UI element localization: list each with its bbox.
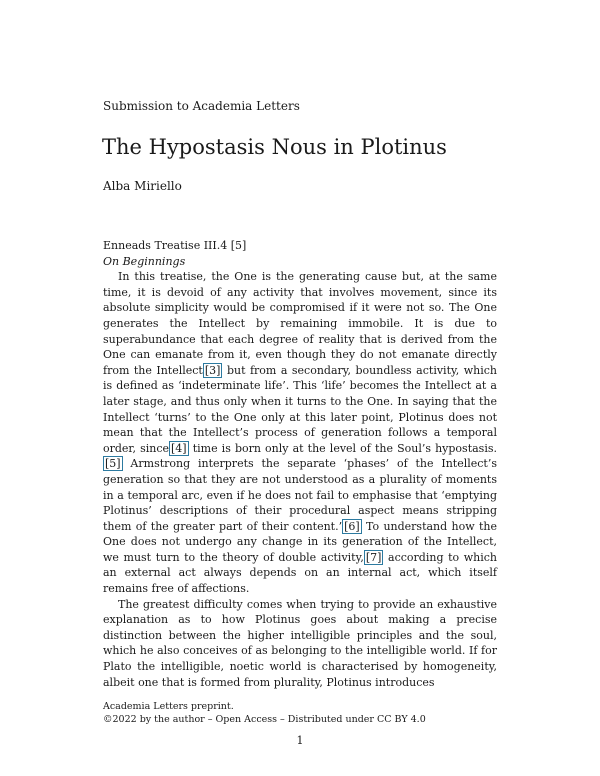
paragraph-1-text-6: according to which an external act always depends on an internal act, which itself remains free of affections. xyxy=(103,550,497,596)
paragraph-1-text-1: In this treatise, the One is the generating cause but, at the same time, it is devoid of any activity that involves movement, since its absolute simplicity would be compromised if it were not so. The One generates the Intellect by remaining immobile. It is due to superabundance that each degree of reality that is derived from the One can emanate from it, even though they do not emanate directly from the Intellect xyxy=(103,270,497,377)
footnote-ref-4[interactable]: [4] xyxy=(171,441,187,455)
page-footer xyxy=(103,700,426,726)
footer-license: ©2022 by the author – Open Access – Distributed under CC BY 4.0 xyxy=(103,714,426,725)
paragraph-1-text-4: Armstrong interprets the separate ‘phases’ of the Intellect’s generation so that they are not understood as a plurality of moments in a temporal arc, even if he does not fail to emphasise that ‘emptying Plotinus’ descriptions of their procedural aspect means stripping them of the greater part of their content.’ xyxy=(103,457,497,533)
paragraph-1 xyxy=(103,269,497,596)
paragraph-1-text-3: time is born only at the level of the Soul’s hypostasis. xyxy=(188,441,497,455)
submission-label: Submission to Academia Letters xyxy=(103,99,300,113)
paragraph-1-text-2: but from a secondary, boundless activity, which is defined as ‘indeterminate life’. This ‘life’ becomes the Intellect at a later stage, and thus only when it turns to the One. In saying that the Intellect ‘turns’ to the One only at this later point, Plotinus does not mean that the Intellect’s process of generation follows a temporal order, since xyxy=(103,363,497,455)
footnote-ref-7[interactable]: [7] xyxy=(365,550,382,564)
page-number: 1 xyxy=(296,734,304,747)
author-name: Alba Miriello xyxy=(103,179,182,193)
paper-body xyxy=(103,238,497,690)
section-heading: Enneads Treatise III.4 [5] xyxy=(103,239,247,252)
paper-title: The Hypostasis Nous in Plotinus xyxy=(102,135,447,159)
paragraph-2: The greatest difficulty comes when trying to provide an exhaustive explanation as to how Plotinus goes about making a precise distinction between the higher intelligible principles and the soul, which he also conceives of as belonging to the intelligible world. If for Plato the intelligible, noetic world is characterised by homogeneity, albeit one that is formed from plurality, Plotinus introduces xyxy=(103,597,497,689)
footnote-ref-6[interactable]: [6] xyxy=(344,519,360,533)
footnote-ref-3[interactable]: [3] xyxy=(204,363,221,377)
footnote-ref-5[interactable]: [5] xyxy=(105,457,121,471)
paragraph-1-text-5: To understand how the One does not undergo any change in its generation of the Intellect, we must turn to the theory of double activity, xyxy=(103,519,497,564)
footer-preprint-note: Academia Letters preprint. xyxy=(103,701,234,712)
section-subheading: On Beginnings xyxy=(103,254,186,268)
